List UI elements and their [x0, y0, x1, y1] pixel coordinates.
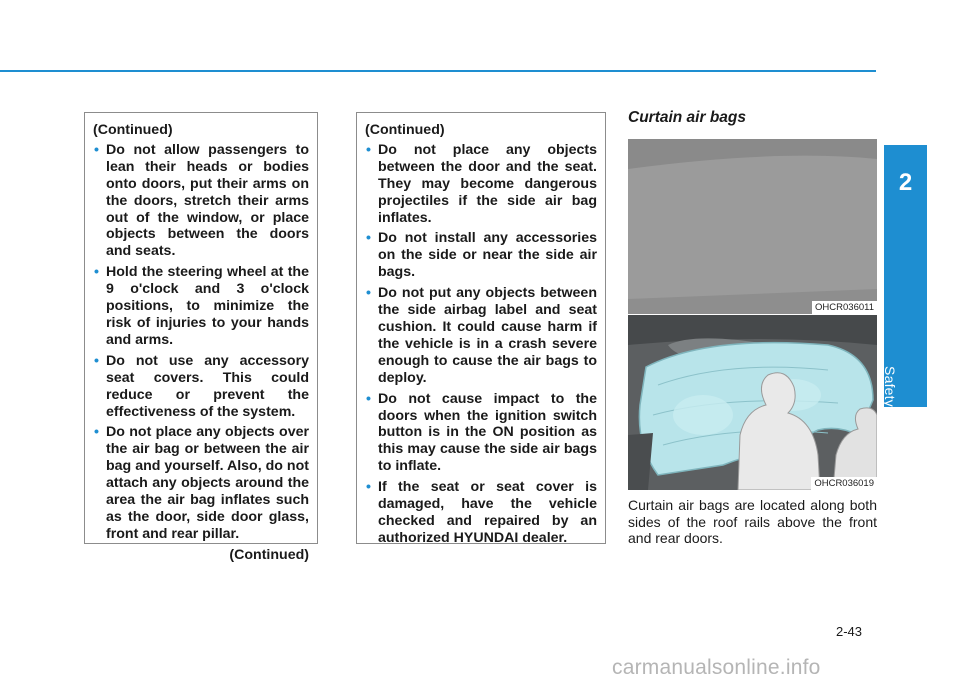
- warning-item: • Do not place any objects between the door and the seat. They may become dangerous projectiles if the side air bag inflates.: [365, 142, 597, 227]
- continued-footer: (Continued): [229, 546, 309, 563]
- page-number: 2-43: [836, 624, 863, 639]
- warning-item: • Do not use any accessory seat covers. This could reduce or prevent the effectiveness of the system.: [93, 353, 309, 421]
- continued-header: (Continued): [93, 122, 173, 138]
- section-title: Curtain air bags: [628, 109, 746, 126]
- warning-box-middle: [356, 112, 606, 544]
- warning-item: • Do not allow passengers to lean their heads or bodies onto doors, put their arms on the doors, stretch their arms out of the window, or place objects between the doors and seats.: [93, 142, 309, 260]
- warning-list-left: [93, 142, 309, 543]
- figure-code-2: OHCR036019: [811, 477, 877, 490]
- warning-item: • Do not install any accessories on the side or near the side air bags.: [365, 230, 597, 281]
- warning-list-middle: [365, 142, 597, 547]
- warning-item: • Do not put any objects between the side airbag label and seat cushion. It could cause harm if the vehicle is in a crash severe enough to cause the air bags to deploy.: [365, 285, 597, 386]
- curtain-airbag-illustration: [628, 315, 877, 490]
- curtain-airbag-description: Curtain air bags are located along both sides of the roof rails above the front and rear doors.: [628, 497, 877, 546]
- chapter-title: Safety system of your vehicle: [882, 366, 898, 554]
- warning-item: • Do not cause impact to the doors when the ignition switch button is in the ON position as this may cause the side air bags to inflate.: [365, 391, 597, 476]
- curtain-airbag-figure-1: [628, 139, 877, 314]
- header-rule: [0, 70, 876, 72]
- continued-header: (Continued): [365, 122, 445, 138]
- car-roof-illustration: [628, 139, 877, 314]
- chapter-side-tab: [882, 145, 927, 554]
- warning-box-left: [84, 112, 318, 563]
- warning-item: • If the seat or seat cover is damaged, have the vehicle checked and repaired by an authorized HYUNDAI dealer.: [365, 479, 597, 547]
- warning-item: • Hold the steering wheel at the 9 o'clock and 3 o'clock positions, to minimize the risk of injuries to your hands and arms.: [93, 264, 309, 349]
- figure-code-1: OHCR036011: [812, 301, 877, 314]
- chapter-number: 2: [898, 169, 913, 196]
- warning-item: • Do not place any objects over the air bag or between the air bag and yourself. Also, do not attach any objects around the area the air bag inflates such as the door, side door glass, front and rear pillar.: [93, 424, 309, 542]
- curtain-airbag-figure-2: [628, 315, 877, 490]
- watermark: carmanualsonline.info: [612, 656, 821, 679]
